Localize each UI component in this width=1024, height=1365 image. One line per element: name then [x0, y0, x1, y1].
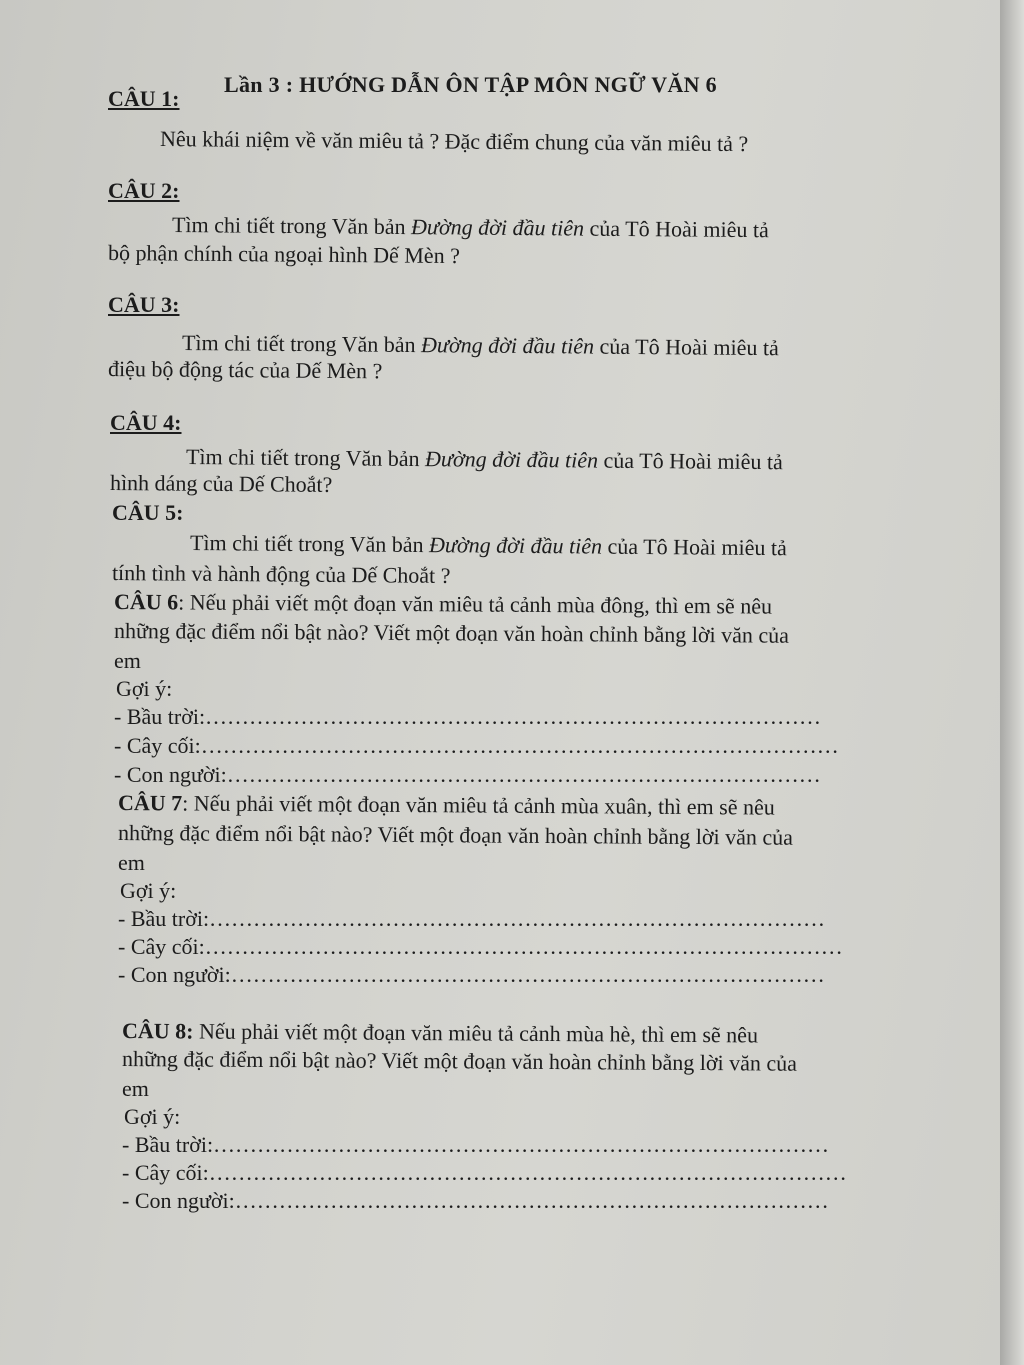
q3-line1-post: của Tô Hoài miêu tả [593, 333, 779, 361]
q3-line2: điệu bộ động tác của Dế Mèn ? [107, 356, 383, 384]
page-title: Lần 3 : HƯỚNG DẪN ÔN TẬP MÔN NGỮ VĂN 6 [224, 72, 717, 97]
q6-line3: em [114, 648, 141, 673]
q4-line1-post: của Tô Hoài miêu tả [597, 447, 783, 475]
q2-heading: CÂU 2: [108, 178, 180, 203]
q6-sky-line: - Bầu trời:………………………………………………………………………… [114, 704, 822, 729]
q7-trees-line: - Cây cối:…………………………………………………………………………… [118, 934, 843, 959]
q5-line1-title: Đường đời đầu tiên [428, 532, 603, 559]
q4-line1-pre: Tìm chi tiết trong Văn bản [185, 444, 426, 472]
q8-people-line: - Con người:……………………………………………………………………… [122, 1188, 829, 1213]
q3-line1-title: Đường đời đầu tiên [420, 332, 595, 359]
q6-heading: CÂU 6 [113, 589, 179, 615]
q2-line1-title: Đường đời đầu tiên [410, 214, 585, 241]
q5-line1-pre: Tìm chi tiết trong Văn bản [189, 530, 430, 558]
q5-heading: CÂU 5: [112, 500, 184, 525]
q2-line2: bộ phận chính của ngoại hình Dế Mèn ? [107, 240, 461, 269]
q7-hint: Gợi ý: [120, 878, 177, 903]
q8-line3: em [122, 1076, 149, 1101]
q8-trees-line: - Cây cối:…………………………………………………………………………… [122, 1160, 847, 1185]
q6-hint: Gợi ý: [116, 676, 173, 701]
page-edge [1000, 0, 1024, 1365]
q8-line1 [122, 1018, 758, 1048]
q7-people-line: - Con người:……………………………………………………………………… [118, 962, 825, 987]
q7-sky-line: - Bầu trời:………………………………………………………………………… [118, 906, 826, 931]
q2-line1-pre: Tìm chi tiết trong Văn bản [171, 212, 412, 240]
q6-people-line: - Con người:……………………………………………………………………… [114, 762, 821, 787]
q7-line1 [118, 790, 775, 821]
q4-heading: CÂU 4: [110, 410, 182, 435]
q3-heading: CÂU 3: [108, 292, 180, 317]
q7-line1-text: : Nếu phải viết một đoạn văn miêu tả cảnh mùa xuân, thì em sẽ nêu [182, 790, 775, 820]
q8-line1-text: Nếu phải viết một đoạn văn miêu tả cảnh mùa hè, thì em sẽ nêu [193, 1018, 759, 1048]
q5-line2: tính tình và hành động của Dế Choắt ? [111, 560, 451, 588]
q6-line2: những đặc điểm nổi bật nào? Viết một đoạn văn hoàn chỉnh bằng lời văn của [113, 618, 790, 648]
q1-text: Nêu khái niệm về văn miêu tả ? Đặc điểm chung của văn miêu tả ? [159, 126, 749, 157]
q5-line1-post: của Tô Hoài miêu tả [601, 533, 787, 561]
q6-trees-line: - Cây cối:…………………………………………………………………………… [114, 733, 839, 758]
q2-line1 [172, 212, 769, 243]
q8-hint: Gợi ý: [124, 1104, 181, 1129]
q6-line1-text: : Nếu phải viết một đoạn văn miêu tả cảnh mùa đông, thì em sẽ nêu [178, 589, 773, 619]
q5-line1 [190, 530, 787, 561]
q3-line1-pre: Tìm chi tiết trong Văn bản [181, 330, 422, 358]
q1-heading: CÂU 1: [108, 86, 180, 111]
q8-sky-line: - Bầu trời:………………………………………………………………………… [122, 1132, 830, 1157]
q6-line1 [114, 589, 772, 620]
q2-line1-post: của Tô Hoài miêu tả [583, 215, 769, 243]
q8-line2: những đặc điểm nổi bật nào? Viết một đoạn văn hoàn chỉnh bằng lời văn của [121, 1046, 798, 1076]
q4-line2: hình dáng của Dế Choắt? [109, 470, 333, 497]
q7-line3: em [118, 850, 145, 875]
q7-heading: CÂU 7 [117, 790, 183, 816]
q8-heading: CÂU 8: [121, 1018, 194, 1044]
q7-line2: những đặc điểm nổi bật nào? Viết một đoạn văn hoàn chỉnh bằng lời văn của [117, 820, 794, 850]
q4-line1-title: Đường đời đầu tiên [424, 446, 599, 473]
